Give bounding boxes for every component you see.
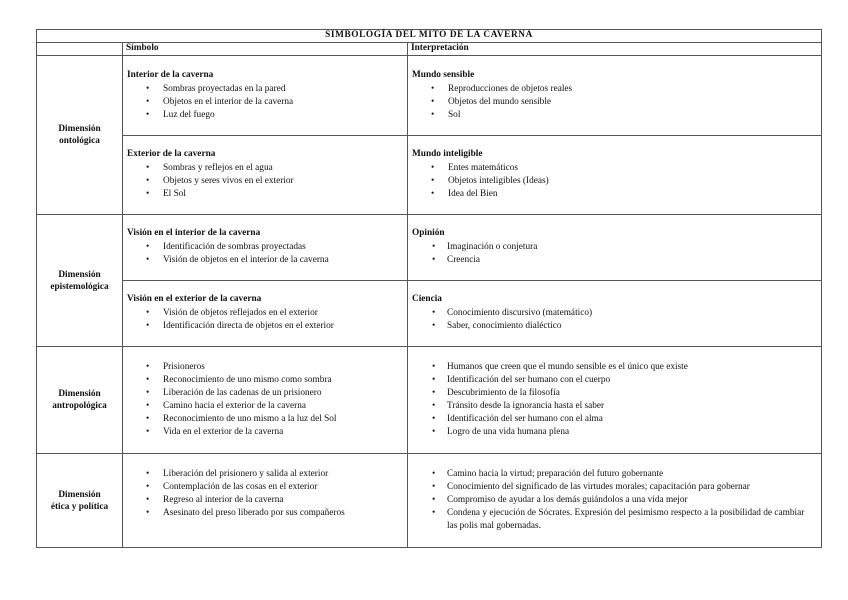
symbology-table bbox=[36, 29, 822, 548]
ontologica-r1-interp-cell bbox=[408, 56, 822, 136]
list-item: • Condena y ejecución de Sócrates. Expresión del pesimismo respecto a la posibilidad de cambiar las polis mal gobernadas. bbox=[412, 507, 813, 533]
list-item: • Logro de una vida humana plena bbox=[412, 426, 815, 439]
list-item: • Vida en el exterior de la caverna bbox=[127, 426, 401, 439]
list-item: • Liberación de las cadenas de un prisionero bbox=[127, 387, 401, 400]
list-item: • Asesinato del preso liberado por sus compañeros bbox=[127, 507, 401, 520]
ontologica-row-2 bbox=[37, 136, 822, 215]
list-item: • Sol bbox=[412, 109, 815, 122]
list-item: • Reconocimiento de uno mismo a la luz del Sol bbox=[127, 413, 401, 426]
list-item: • Identificación directa de objetos en el exterior bbox=[127, 320, 401, 333]
section-heading: Opinión bbox=[412, 228, 445, 238]
list-item: • Identificación del ser humano con el alma bbox=[412, 413, 815, 426]
list-item: • Tránsito desde la ignorancia hasta el saber bbox=[412, 400, 815, 413]
section-heading: Visión en el interior de la caverna bbox=[127, 228, 261, 238]
list-item: • Imaginación o conjetura bbox=[412, 241, 815, 254]
ontologica-r2-symbol-cell bbox=[123, 136, 408, 215]
list-item: • Conocimiento discursivo (matemático) bbox=[412, 307, 815, 320]
section-heading: Visión en el exterior de la caverna bbox=[127, 294, 262, 304]
list-item: • Objetos en el interior de la caverna bbox=[127, 96, 401, 109]
dim-epistemologica bbox=[37, 215, 123, 347]
list-item: • Idea del Bien bbox=[412, 188, 815, 201]
list-item: • Objetos del mundo sensible bbox=[412, 96, 815, 109]
list-item: • Contemplación de las cosas en el exterior bbox=[127, 481, 401, 494]
epistemologica-row-2 bbox=[37, 281, 822, 347]
antropologica-row bbox=[37, 347, 822, 454]
list-item: • Reproducciones de objetos reales bbox=[412, 83, 815, 96]
epistemologica-r2-symbol-cell bbox=[123, 281, 408, 347]
epistemologica-row-1 bbox=[37, 215, 822, 281]
header-row bbox=[37, 43, 822, 56]
list-item: • Camino hacia el exterior de la caverna bbox=[127, 400, 401, 413]
table-title: SIMBOLOGÍA DEL MITO DE LA CAVERNA bbox=[37, 30, 822, 43]
list-item: • Visión de objetos en el interior de la caverna bbox=[127, 254, 401, 267]
ontologica-r1-symbol-cell bbox=[123, 56, 408, 136]
list-item: • Identificación de sombras proyectadas bbox=[127, 241, 401, 254]
list-item: • Objetos y seres vivos en el exterior bbox=[127, 175, 401, 188]
dim-epistemologica-line2: epistemológica bbox=[50, 281, 109, 292]
etica-row bbox=[37, 454, 822, 548]
list-item: • Entes matemáticos bbox=[412, 162, 815, 175]
list-item: • Sombras y reflejos en el agua bbox=[127, 162, 401, 175]
list-item: • Creencia bbox=[412, 254, 815, 267]
title-row bbox=[37, 30, 822, 43]
list-item: • Identificación del ser humano con el cuerpo bbox=[412, 374, 815, 387]
epistemologica-r1-symbol-cell bbox=[123, 215, 408, 281]
etica-interp-cell bbox=[408, 454, 822, 548]
list-item: • Visión de objetos reflejados en el exterior bbox=[127, 307, 401, 320]
list-item: • Liberación del prisionero y salida al exterior bbox=[127, 468, 401, 481]
dim-epistemologica-line1: Dimensión bbox=[58, 269, 101, 280]
list-item: • Sombras proyectadas en la pared bbox=[127, 83, 401, 96]
section-heading: Ciencia bbox=[412, 294, 442, 304]
header-interpretacion: Interpretación bbox=[408, 43, 822, 56]
dim-ontologica bbox=[37, 56, 123, 215]
dim-antropologica bbox=[37, 347, 123, 454]
section-heading: Exterior de la caverna bbox=[127, 149, 216, 159]
list-item: • Regreso al interior de la caverna bbox=[127, 494, 401, 507]
epistemologica-r2-interp-cell bbox=[408, 281, 822, 347]
header-simbolo: Símbolo bbox=[123, 43, 408, 56]
ontologica-r2-interp-cell bbox=[408, 136, 822, 215]
dim-etica-line2: ética y política bbox=[50, 501, 109, 512]
list-item: • Humanos que creen que el mundo sensible es el único que existe bbox=[412, 361, 815, 374]
list-item: • Saber, conocimiento dialéctico bbox=[412, 320, 815, 333]
dim-ontologica-line1: Dimensión bbox=[58, 124, 101, 134]
etica-symbol-cell bbox=[123, 454, 408, 548]
list-item: • El Sol bbox=[127, 188, 401, 201]
list-item: • Objetos inteligibles (Ideas) bbox=[412, 175, 815, 188]
header-empty bbox=[37, 43, 123, 56]
list-item: • Prisioneros bbox=[127, 361, 401, 374]
list-item: • Descubrimiento de la filosofía bbox=[412, 387, 815, 400]
epistemologica-r1-interp-cell bbox=[408, 215, 822, 281]
dim-etica-line1: Dimensión bbox=[58, 489, 101, 500]
section-heading: Interior de la caverna bbox=[127, 70, 214, 80]
dim-ontologica-line2: ontológica bbox=[59, 136, 100, 146]
list-item: • Conocimiento del significado de las virtudes morales; capacitación para gobernar bbox=[412, 481, 813, 494]
list-item: • Luz del fuego bbox=[127, 109, 401, 122]
dim-etica bbox=[37, 454, 123, 548]
list-item: • Compromiso de ayudar a los demás guiándolos a una vida mejor bbox=[412, 494, 813, 507]
antropologica-symbol-cell bbox=[123, 347, 408, 454]
antropologica-interp-cell bbox=[408, 347, 822, 454]
ontologica-row-1 bbox=[37, 56, 822, 136]
list-item: • Reconocimiento de uno mismo como sombra bbox=[127, 374, 401, 387]
dim-antropologica-line2: antropológica bbox=[52, 401, 107, 411]
section-heading: Mundo sensible bbox=[412, 70, 475, 80]
section-heading: Mundo inteligible bbox=[412, 149, 483, 159]
dim-antropologica-line1: Dimensión bbox=[58, 389, 101, 399]
list-item: • Camino hacia la virtud; preparación del futuro gobernante bbox=[412, 468, 813, 481]
